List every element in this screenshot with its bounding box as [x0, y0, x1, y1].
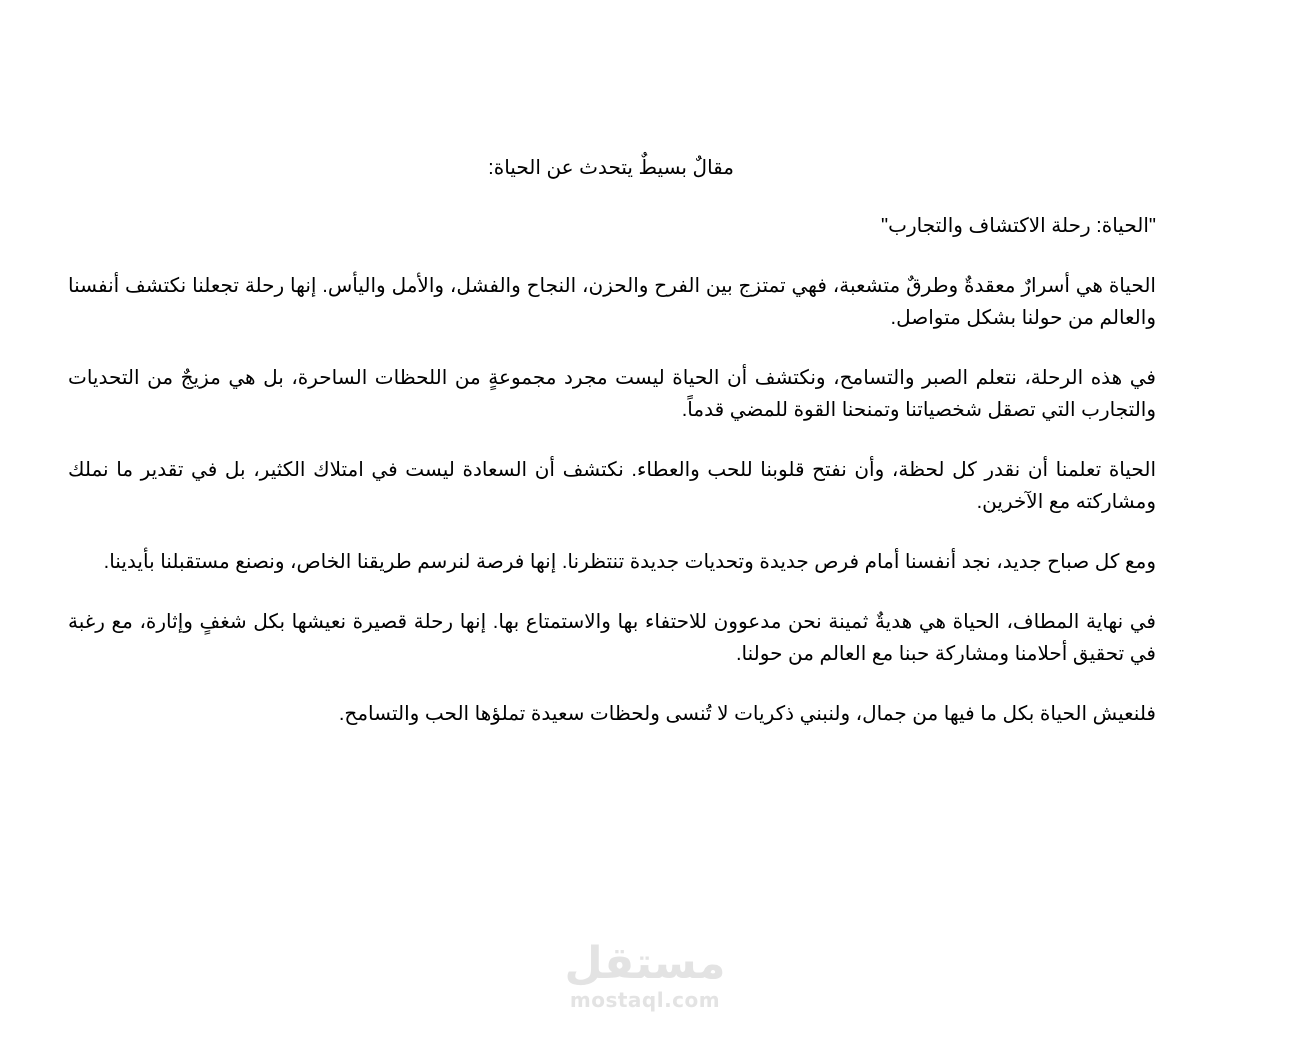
paragraph-5: في نهاية المطاف، الحياة هي هديةٌ ثمينة نحن مدعوون للاحتفاء بها والاستمتاع بها. إنها رحلة قصيرة نعيشها بكل شغفٍ وإثارة، مع رغبة في تحقيق أحلامنا ومشاركة حبنا مع العالم من حولنا. — [68, 611, 1156, 665]
paragraph-1: الحياة هي أسرارٌ معقدةٌ وطرقٌ متشعبة، فهي تمتزج بين الفرح والحزن، النجاح والفشل، والأمل واليأس. إنها رحلة تجعلنا نكتشف أنفسنا والعالم من حولنا بشكل متواصل. — [68, 275, 1156, 329]
watermark-logo-arabic: مستقل — [564, 938, 726, 989]
paragraph-3: الحياة تعلمنا أن نقدر كل لحظة، وأن نفتح قلوبنا للحب والعطاء. نكتشف أن السعادة ليست في امتلاك الكثير، بل في تقدير ما نملك ومشاركته مع الآخرين. — [68, 459, 1156, 513]
article-heading: مقالٌ بسيطٌ يتحدث عن الحياة: — [488, 157, 734, 179]
paragraph-4: ومع كل صباح جديد، نجد أنفسنا أمام فرص جديدة وتحديات جديدة تنتظرنا. إنها فرصة لنرسم طريقنا الخاص، ونصنع مستقبلنا بأيدينا. — [103, 551, 1156, 573]
article-body — [68, 210, 1156, 758]
watermark-logo-latin: mostaql.com — [569, 988, 721, 1012]
paragraph-2: في هذه الرحلة، نتعلم الصبر والتسامح، ونكتشف أن الحياة ليست مجرد مجموعةٍ من اللحظات الساحرة، بل هي مزيجٌ من التحديات والتجارب التي تصقل شخصياتنا وتمنحنا القوة للمضي قدماً. — [68, 367, 1156, 421]
paragraph-6: فلنعيش الحياة بكل ما فيها من جمال، ولنبني ذكريات لا تُنسى ولحظات سعيدة تملؤها الحب والتسامح. — [338, 703, 1156, 725]
mostaql-watermark — [560, 940, 730, 1012]
article-title: "الحياة: رحلة الاكتشاف والتجارب" — [881, 215, 1156, 237]
